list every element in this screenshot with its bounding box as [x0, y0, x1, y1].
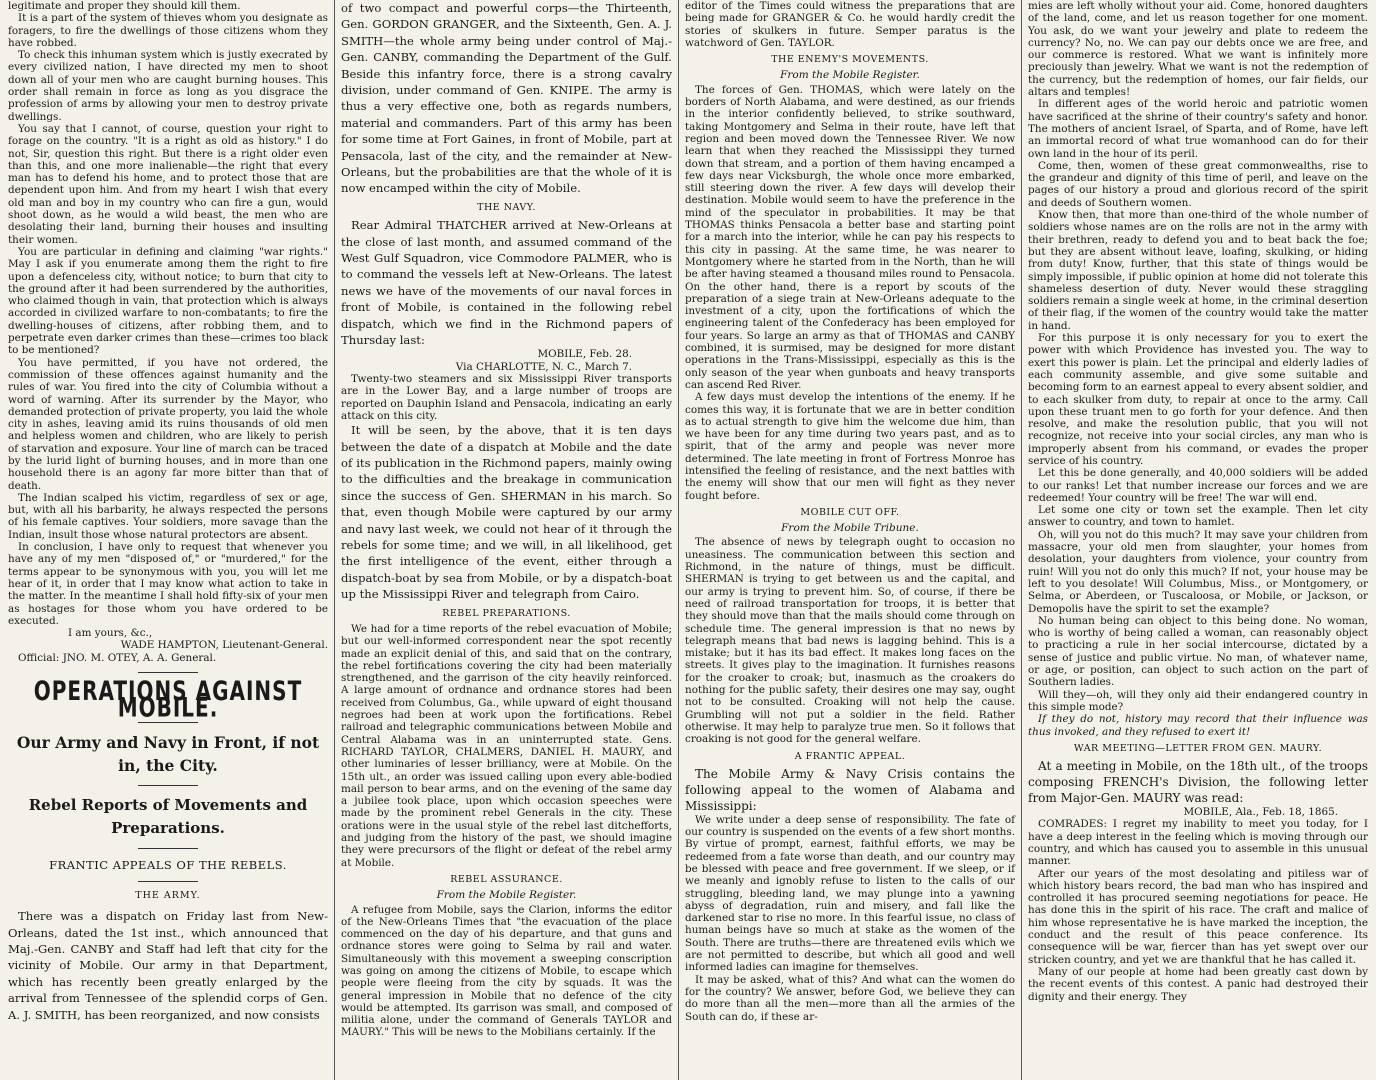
- paragraph: A few days must develop the intentions of the enemy. If he comes this way, it is fortunate that we are in better condition as to actual strength to give him the welcome due him, than we have been for any time during two years past, and as to spirit, that of the army and people was never more determined. The late meeting in front of Fortress Monroe has intensified the feeling of resistance, and the next battles with the enemy will show that our men will fight as they never fought before.: [685, 391, 1015, 502]
- official-line: Official: JNO. M. OTEY, A. A. General.: [18, 651, 217, 664]
- divider: [138, 848, 198, 849]
- section-heading-war-meeting: WAR MEETING—LETTER FROM GEN. MAURY.: [1073, 742, 1323, 754]
- dateline: Via CHARLOTTE, N. C., March 7.: [455, 360, 632, 373]
- source-line: From the Mobile Register.: [780, 69, 920, 82]
- subheadline-frantic-appeals: FRANTIC APPEALS OF THE REBELS.: [49, 857, 287, 872]
- paragraph: Know then, that more than one-third of the whole number of soldiers whose names are on the rolls are not in the army with their brethren, ready to defend you and to beat back the foe; but they are absent without leave, loafing, skulking, or hiding from duty! Know, further, that this state of things would be simply impossible, if public opinion at home did not tolerate this shameless desertion of duty. Never would these straggling soldiers remain a single week at home, in the criminal desertion of their flag, if the women of the country would take the matter in hand.: [1028, 209, 1368, 332]
- paragraph: We had for a time reports of the rebel evacuation of Mobile; but our well-informed correspondent near the spot recently made an explicit denial of this, and said that on the contrary, the rebel fortifications covering the city had been materially strengthened, and the garrison of the city heavily reinforced. A large amount of ordnance and ordnance stores had been received from Columbus, Ga., while upward of eight thousand negroes had been at work upon the fortifications. Rebel railroad and telegraphic communications between Mobile and Central Alabama was in an uninterrupted state. Gens. RICHARD TAYLOR, CHALMERS, DANIEL H. MAURY, and other luminaries of lesser brilliancy, were at Mobile. On the 15th ult., an order was issued calling upon every able-bodied mail person to bear arms, and on the evening of the same day a jubilee took place, upon which occasion speeches were made by the prominent rebel Generals in the city. These orations were in the usual style of the rebel last ditchefforts, and judging from the history of the past, we should imagine they were precursors of the flight or defeat of the rebel army at Mobile.: [341, 622, 672, 869]
- paragraph: Let this be done generally, and 40,000 soldiers will be added to our ranks! Let that number increase our forces and we are redeemed! Your country will be free! The war will end.: [1028, 467, 1368, 504]
- divider: [138, 881, 198, 882]
- paragraph: Let some one city or town set the example. Then let city answer to country, and town to hamlet.: [1028, 504, 1368, 529]
- paragraph: No human being can object to this being done. No woman, who is worthy of being called a woman, can reasonably object to practicing a rule in her social intercourse, dictated by a sense of justice and public virtue. No man, of whatever name, or age, or position, can object to such action on the part of Southern ladies.: [1028, 614, 1368, 689]
- subheadline-rebel-reports: Rebel Reports of Movements and Preparations.: [28, 795, 308, 837]
- paragraph: To check this inhuman system which is justly execrated by every civilized nation, I have directed my men to shoot down all of your men who are caught burning houses. This order shall remain in force as long as you disgrace the profession of arms by allowing your men to destroy private dwellings.: [8, 49, 328, 123]
- main-headline: OPERATIONS AGAINST MOBILE.: [33, 674, 303, 724]
- section-heading-rebel-assurance: REBEL ASSURANCE.: [450, 873, 563, 885]
- paragraph: At a meeting in Mobile, on the 18th ult., of the troops composing FRENCH's Division, the following letter from Major-Gen. MAURY was read:: [1028, 759, 1368, 806]
- paragraph: If they do not, history may record that their influence was thus invoked, and they refused to exert it!: [1028, 713, 1368, 738]
- section-heading-rebel-preparations: REBEL PREPARATIONS.: [442, 607, 571, 619]
- section-heading-mobile-cut-off: MOBILE CUT OFF.: [800, 506, 900, 518]
- paragraph: In different ages of the world heroic and patriotic women have sacrificed at the shrine of their country's safety and honor. The mothers of ancient Israel, of Sparta, and of Rome, have left an immortal record of what true womanhood can do for their own land in the hour of its peril.: [1028, 98, 1368, 160]
- paragraph: After our years of the most desolating and pitiless war of which history bears record, the bad man who has inspired and controlled it has procured seeming negotiations for peace. He has done this in the spirit of his race. The craft and malice of him whose representative he is have marked the inception, the conduct and the result of this peace conference. Its consequence will be war, fiercer than has yet swept over our stricken country, and yet we are thankful that he has called it.: [1028, 867, 1368, 966]
- paragraph: legitimate and proper they should kill them.: [8, 0, 241, 12]
- paragraph: In conclusion, I have only to request that whenever you have any of my men "disposed of," or "murdered," for the terms appear to be synonymous with you, you will let me hear of it, in order that I may know what action to take in the matter. In the meantime I shall hold fifty-six of your men as hostages for those whom you have ordered to be executed.: [8, 541, 328, 627]
- paragraph: The absence of news by telegraph ought to occasion no uneasiness. The communication between this section and Richmond, in the nature of things, must be difficult. SHERMAN is trying to get between us and the capital, and our army is trying to prevent him. So, of course, if there be need of railroad transportation for troops, it is better that they should move than that the mails should come through on schedule time. The general impression is that no news by telegraph means that bad news is lagging behind. This is a mistake; but it has its bad effect. It makes long faces on the streets. It gives play to the imagination. It furnishes reasons for the croaker to croak; but, inasmuch as the croakers do nothing for the public safety, their desires one may say, ought not to be consulted. Croaking will not help the cause. Grumbling will not put a soldier in the field. Rather otherwise. It may help to paralyze true men. So it follows that croaking is not good for the general welfare.: [685, 536, 1015, 746]
- paragraph: Twenty-two steamers and six Mississippi River transports are in the Lower Bay, and a large number of troops are reported on Dauphin Island and Pensacola, indicating an early attack on this city.: [341, 373, 672, 422]
- paragraph: It will be seen, by the above, that it is ten days between the date of a dispatch at Mobile and the date of its publication in the Richmond papers, mainly owing to the difficulties and the breakage in communication since the success of Gen. SHERMAN in his march. So that, even though Mobile were captured by our army and navy last week, we could not hear of it through the rebels for some time; and we will, in all likelihood, get the first intelligence of the event, either through a dispatch-boat by sea from Mobile, or by a dispatch-boat up the Mississippi River and telegraph from Cairo.: [341, 423, 672, 602]
- paragraph: COMRADES: I regret my inability to meet you today, for I have a deep interest in the feeling which is moving through our country, and which has caused you to assemble in this unusual manner.: [1028, 818, 1368, 868]
- dateline: MOBILE, Feb. 28.: [537, 348, 632, 361]
- section-heading-navy: THE NAVY.: [477, 201, 536, 213]
- paragraph: editor of the Times could witness the preparations that are being made for GRANGER & Co. he would hardly credit the stories of skulkers in future. Semper paratus is the watchword of Gen. TAYLOR.: [685, 0, 1015, 49]
- paragraph: A refugee from Mobile, says the Clarion, informs the editor of the New-Orleans Times that "the evacuation of the place commenced on the day of his departure, and that guns and ordnance stores were going to Selma by rail and water. Simultaneously with this movement a sweeping conscription was going on among the citizens of Mobile, to escape which people were fleeing from the city by squads. It was the general impression in Mobile that no defence of the city would be attempted. Its garrison was small, and composed of militia alone, under the command of Generals TAYLOR and MAURY." This will be news to the Mobilians certainly. If the: [341, 903, 672, 1039]
- subheadline-army-navy: Our Army and Navy in Front, if not in, the City.: [16, 732, 320, 775]
- paragraph: Many of our people at home had been greatly cast down by the recent events of this contest. A panic had destroyed their dignity and their energy. They: [1028, 965, 1368, 1003]
- paragraph: of two compact and powerful corps—the Thirteenth, Gen. GORDON GRANGER, and the Sixteenth, Gen. A. J. SMITH—the whole army being under control of Maj.-Gen. CANBY, commanding the Department of the Gulf. Beside this infantry force, there is a strong cavalry division, under command of Gen. KNIPE. The army is thus a very effective one, both as regards numbers, material and commanders. Part of this army has been for some time at Fort Gaines, in front of Mobile, part at Pensacola, last of the city, and the remainder at New-Orleans, but the probabilities are that the whole of it is now encamped within the city of Mobile.: [341, 1, 672, 196]
- divider: [138, 785, 198, 786]
- column-4: [1022, 0, 1374, 1080]
- section-heading-frantic-appeal: A FRANTIC APPEAL.: [794, 750, 906, 762]
- letter-closing: I am yours, &c.,: [68, 627, 153, 640]
- source-line: From the Mobile Register.: [436, 889, 577, 902]
- paragraph: You are particular in defining and claiming "war rights." May I ask if you enumerate among them the right to fire upon a defenceless city, without notice; to burn that city to the ground after it had been surrendered by the authorities, who claimed though in vain, that protection which is always accorded in civilized warfare to non-combatants; to fire the dwelling-houses of citizens, after robbing them, and to perpetrate even darker crimes than these—crimes too black to be mentioned?: [8, 245, 328, 357]
- paragraph: For this purpose it is only necessary for you to exert the power with which Providence has invested you. The way to exert this power is plain. Let the principal and elderly ladies of each community assemble, and give some suitable and becoming form to an earnest appeal to every absent soldier, and to each skulker from duty, to repair at once to the army. Call upon these truant men to go forth for your defence. And then resolve, and make the resolution public, that you will not recognize, not receive into your social circles, any man who is improperly absent from his command, or evades the proper service of his country.: [1028, 332, 1368, 467]
- paragraph: It may be asked, what of this? And what can the women do for the country? We answer, before God, we believe they can do more than all the men—more than all the armies of the South can do, if these ar-: [685, 973, 1015, 1023]
- source-line: From the Mobile Tribune.: [781, 522, 919, 535]
- paragraph: The forces of Gen. THOMAS, which were lately on the borders of North Alabama, and were destined, as our friends in the interior confidently believed, to strike southward, taking Montgomery and Selma in their route, have left that region and been moved down the Tennessee River. We now learn that when they reached the Mississippi they turned down that stream, and a portion of them having encamped a few days near Vicksburgh, the whole once more embarked, still steering down the river. A few days will develop their destination. Mobile would seem to have the preference in the mind of the speculator in probabilities. It may be that THOMAS thinks Pensacola a better base and starting point for a march into the interior, while he can pay his respects to this city in passing. At the same time, he was nearer to Montgomery where he started from in the North, than he will be after having steamed a thousand miles round to Pensacola. On the other hand, there is a report by scouts of the preparation of a siege train at New-Orleans adequate to the investment of a city, upon the fortifications of which the engineering talent of the Confederacy has been employed for four years. So large an army as that of THOMAS and CANBY combined, it is surmised, may be designed for more distant operations in the Trans-Mississippi, especially as this is the only season of the year when gunboats and heavy transports can ascend Red River.: [685, 83, 1015, 391]
- section-heading-enemy-movements: THE ENEMY'S MOVEMENTS.: [771, 54, 929, 66]
- paragraph: Come, then, women of these great commonwealths, rise to the grandeur and dignity of this time of peril, and leave on the pages of our history a proud and glorious record of the spirit and deeds of Southern women.: [1028, 159, 1368, 209]
- paragraph: It is a part of the system of thieves whom you designate as foragers, to fire the dwellings of those citizens whom they have robbed.: [8, 12, 328, 49]
- paragraph: The Indian scalped his victim, regardless of sex or age, but, with all his barbarity, he always respected the persons of his female captives. Your soldiers, more savage than the Indian, insult those whose natural protectors are absent.: [8, 491, 328, 541]
- column-2: [335, 0, 679, 1080]
- paragraph: There was a dispatch on Friday last from New-Orleans, dated the 1st inst., which announced that Maj.-Gen. CANBY and Staff had left that city for the vicinity of Mobile. Our army in that Department, which has recently been greatly enlarged by the arrival from Tennessee of the splendid corps of Gen. A. J. SMITH, has been reorganized, and now consists: [8, 909, 328, 1022]
- paragraph: mies are left wholly without your aid. Come, honored daughters of the land, come, and let us reason together for one moment. You ask, do we want your jewelry and plate to redeem the currency? No, no. We can pay our debts once we are free, and our commerce is restored. What we want is infinitely more preciously than jewelry. What we want is not the redemption of the currency, but the redemption of homes, our fair fields, our altars and temples!: [1028, 0, 1368, 99]
- dateline: MOBILE, Ala., Feb. 18, 1865.: [1183, 806, 1338, 819]
- paragraph: We write under a deep sense of responsibility. The fate of our country is suspended on the events of a few short months. By virtue of prompt, earnest, faithful efforts, we may be redeemed from a fate worse than death, and our country may be blessed with peace and free government. If we sleep, or if we meanly and ignobly refuse to listen to the calls of our struggling, bleeding land, we may plunge into a yawning abyss of degradation, ruin and misery, and fall like the darkened star to rise no more. In this fearful issue, no class of human beings have so much at stake as the women of the South. There are truths—there are threatened evils which we are not permitted to describe, but which all good and well informed ladies can imagine for themselves.: [685, 813, 1015, 974]
- paragraph: You have permitted, if you have not ordered, the commission of these offences against humanity and the rules of war. You fired into the city of Columbia without a word of warning. After its surrender by the Mayor, who demanded protection of private property, you laid the whole city in ashes, leaving amid its ruins thousands of old men and helpless women and children, who are likely to perish of starvation and exposure. Your line of march can be traced by the lurid light of burning houses, and in more than one household there is an agony far more bitter than that of death.: [8, 356, 328, 492]
- paragraph: The Mobile Army & Navy Crisis contains the following appeal to the women of Alabama and Mississippi:: [685, 766, 1015, 813]
- paragraph: Will they—oh, will they only aid their endangered country in this simple mode?: [1028, 688, 1368, 713]
- divider: [138, 672, 198, 673]
- section-heading-army: THE ARMY.: [135, 889, 201, 901]
- column-1: [2, 0, 335, 1080]
- paragraph: Oh, will you not do this much? It may save your children from massacre, your old men from slaughter, your homes from desolation, your daughters from violence, your country from ruin! Will you not do only this much? If not, your house may be left to you desolate! Will Columbus, Miss., or Montgomery, or Selma, or Aberdeen, or Tuscaloosa, or Mobile, or Jackson, or Demopolis have the spirit to set the example?: [1028, 528, 1368, 615]
- paragraph: Rear Admiral THATCHER arrived at New-Orleans at the close of last month, and assumed command of the West Gulf Squadron, vice Commodore PALMER, who is to command the vessels left at New-Orleans. The latest news we have of the movements of our naval forces in front of Mobile, is contained in the following rebel dispatch, which we find in the Richmond papers of Thursday last:: [341, 218, 672, 348]
- paragraph: You say that I cannot, of course, question your right to forage on the country. "It is a right as old as history." I do not, Sir, question this right. But there is a right older even than this, and one more inalienable—the right that every man has to defend his home, and to protect those that are dependent upon him. And from my heart I wish that every old man and boy in my country who can fire a gun, would shoot down, as he would a wild beast, the men who are desolating their land, burning their houses and insulting their women.: [8, 122, 328, 246]
- letter-signer: WADE HAMPTON, Lieutenant-General.: [120, 639, 328, 652]
- column-3: [679, 0, 1022, 1080]
